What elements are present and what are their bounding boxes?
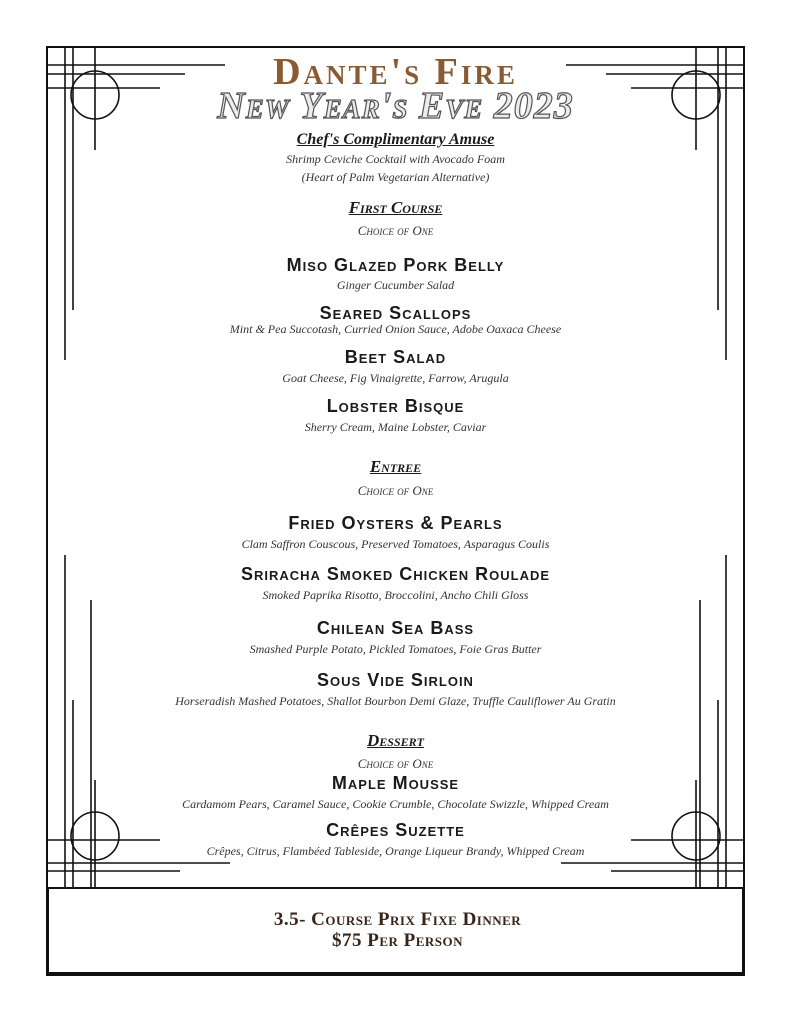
price-footer	[47, 887, 744, 974]
dish-maple-mousse: Maple Mousse	[331, 773, 460, 793]
dish-sirloin: Sous Vide Sirloin	[317, 670, 474, 690]
dish-crepes-suzette: Crêpes Suzette	[326, 820, 465, 840]
dessert-title: Dessert	[367, 731, 424, 750]
prix-fixe-label: 3.5- Course Prix Fixe Dinner	[273, 909, 522, 930]
first-course-title: First Course	[348, 198, 443, 217]
restaurant-name: Dante's Fire	[273, 51, 518, 93]
dish-oysters-desc: Clam Saffron Couscous, Preserved Tomatoes, Asparagus Coulis	[241, 537, 550, 551]
dish-pork-belly: Miso Glazed Pork Belly	[286, 255, 505, 275]
event-title: New Year's Eve 2023	[217, 85, 574, 127]
entree-title: Entree	[369, 457, 422, 476]
dish-sea-bass: Chilean Sea Bass	[316, 618, 475, 638]
dish-chicken-roulade-desc: Smoked Paprika Risotto, Broccolini, Ancho Chili Gloss	[262, 588, 529, 602]
dish-sirloin-desc: Horseradish Mashed Potatoes, Shallot Bourbon Demi Glaze, Truffle Cauliflower Au Gratin	[175, 694, 616, 708]
amuse-title: Chef's Complimentary Amuse	[296, 131, 495, 148]
dish-maple-mousse-desc: Cardamom Pears, Caramel Sauce, Cookie Crumble, Chocolate Swizzle, Whipped Cream	[182, 797, 609, 811]
amuse-line-1: Shrimp Ceviche Cocktail with Avocado Foam	[286, 152, 505, 166]
dish-lobster-bisque: Lobster Bisque	[326, 396, 465, 416]
dish-beet-salad: Beet Salad	[344, 347, 447, 367]
entree-choice: Choice of One	[357, 483, 434, 498]
dish-lobster-bisque-desc: Sherry Cream, Maine Lobster, Caviar	[304, 420, 487, 434]
price-per-person: $75 Per Person	[331, 930, 464, 951]
dish-scallops-desc: Mint & Pea Succotash, Curried Onion Sauce, Adobe Oaxaca Cheese	[229, 322, 562, 336]
dish-scallops: Seared Scallops	[319, 303, 472, 323]
amuse-line-2: (Heart of Palm Vegetarian Alternative)	[301, 170, 490, 184]
dessert-choice: Choice of One	[357, 756, 434, 771]
dish-crepes-suzette-desc: Crêpes, Citrus, Flambéed Tableside, Orange Liqueur Brandy, Whipped Cream	[206, 844, 585, 858]
dish-beet-salad-desc: Goat Cheese, Fig Vinaigrette, Farrow, Arugula	[282, 371, 509, 385]
dish-oysters: Fried Oysters & Pearls	[288, 513, 503, 533]
dish-chicken-roulade: Sriracha Smoked Chicken Roulade	[240, 564, 551, 584]
dish-pork-belly-desc: Ginger Cucumber Salad	[336, 278, 455, 292]
first-course-choice: Choice of One	[357, 223, 434, 238]
dish-sea-bass-desc: Smashed Purple Potato, Pickled Tomatoes, Foie Gras Butter	[249, 642, 542, 656]
